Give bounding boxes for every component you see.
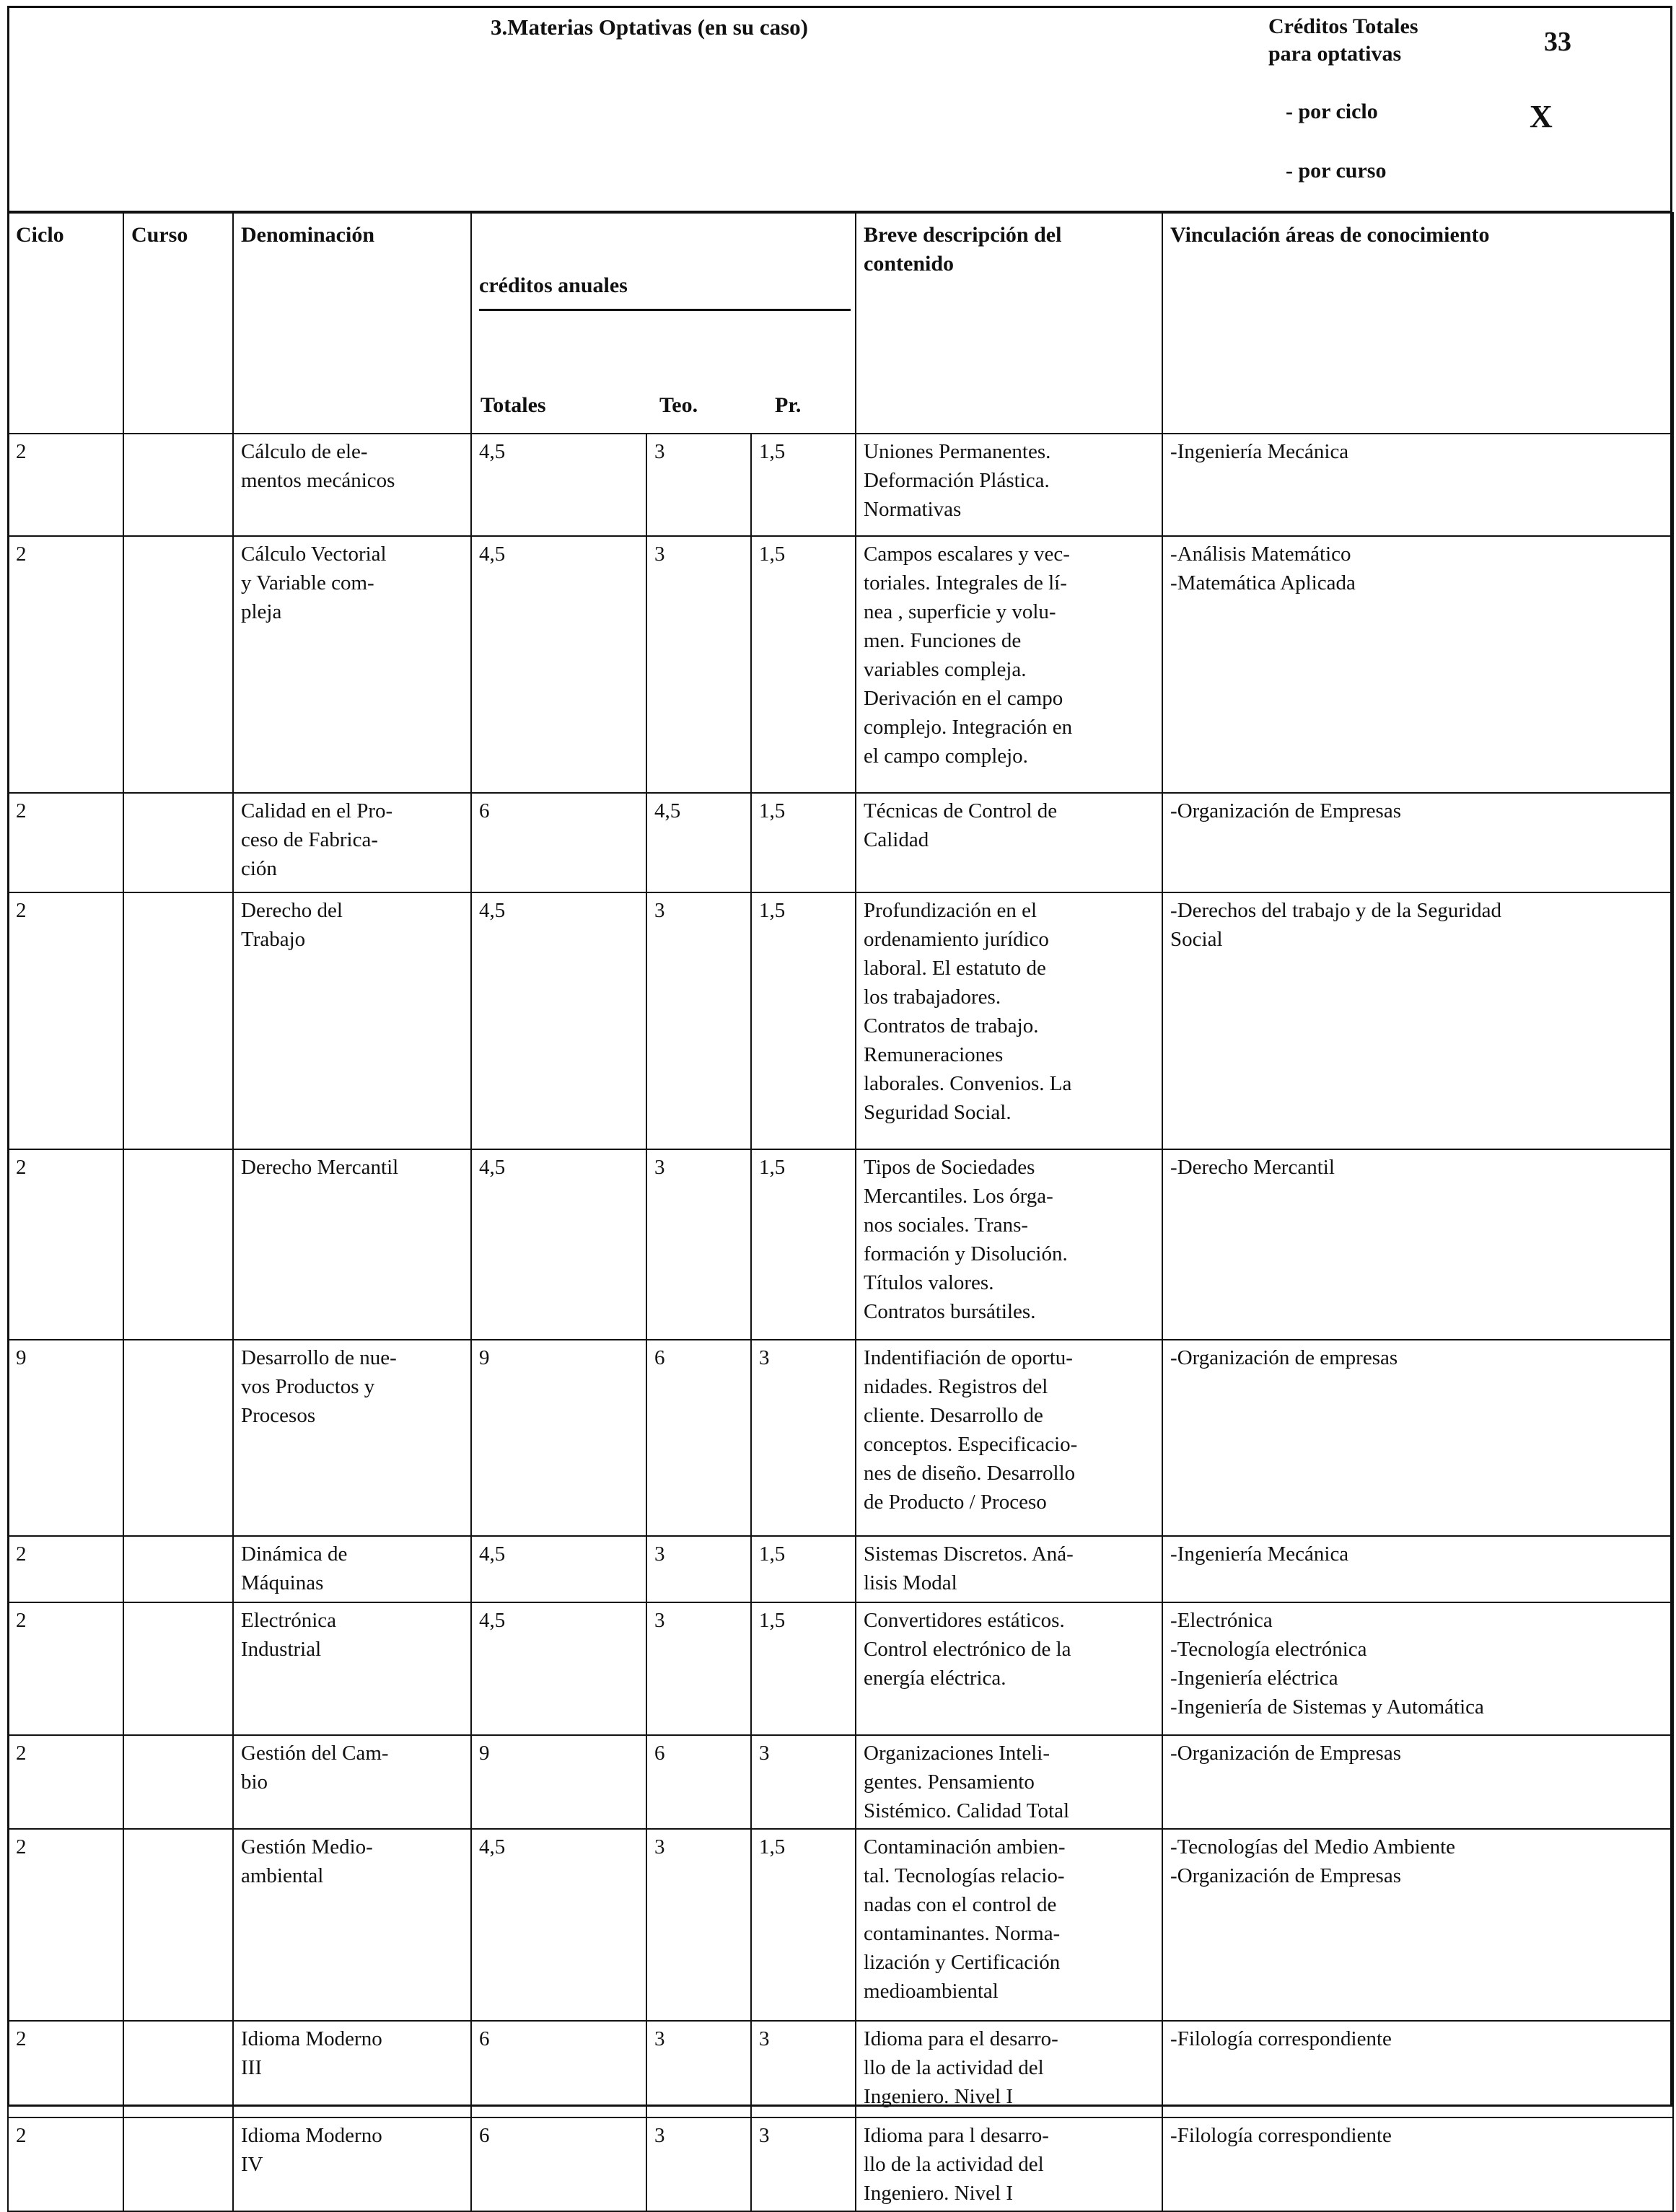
cell-ciclo: 2 xyxy=(8,793,123,892)
cell-curso xyxy=(123,1735,233,1829)
cell-ciclo: 2 xyxy=(8,2021,123,2117)
credits-label-line2: para optativas xyxy=(1268,42,1402,66)
cell-pr: 1,5 xyxy=(751,1829,856,2021)
table-row xyxy=(8,793,1673,892)
cell-vinculacion: -Filología correspondiente xyxy=(1162,2021,1673,2117)
creditos-anuales-label: créditos anuales xyxy=(479,271,851,311)
table-header-row xyxy=(8,213,1673,434)
cell-ciclo: 2 xyxy=(8,1149,123,1340)
table-row xyxy=(8,1149,1673,1340)
cell-vinculacion: -Organización de Empresas xyxy=(1162,793,1673,892)
cell-totales: 4,5 xyxy=(471,434,646,536)
cell-descripcion: Profundización en el ordenamiento jurídico laboral. El estatuto de los trabajadores. Contratos de trabajo. Remuneraciones laborales. Convenios. La Seguridad Social. xyxy=(856,892,1162,1149)
cell-curso xyxy=(123,1829,233,2021)
cell-teo: 3 xyxy=(646,2117,751,2211)
cell-descripcion: Tipos de Sociedades Mercantiles. Los órga- nos sociales. Trans- formación y Disolución. Títulos valores. Contratos bursátiles. xyxy=(856,1149,1162,1340)
cell-denominacion: Calidad en el Pro- ceso de Fabrica- ción xyxy=(233,793,471,892)
cell-descripcion: Idioma para el desarro- llo de la actividad del Ingeniero. Nivel I xyxy=(856,2021,1162,2117)
courses-table xyxy=(7,212,1674,2212)
cell-totales: 4,5 xyxy=(471,1829,646,2021)
cell-denominacion: Cálculo de ele- mentos mecánicos xyxy=(233,434,471,536)
cell-curso xyxy=(123,1340,233,1536)
cell-denominacion: Desarrollo de nue- vos Productos y Procesos xyxy=(233,1340,471,1536)
cell-denominacion: Derecho del Trabajo xyxy=(233,892,471,1149)
cell-totales: 4,5 xyxy=(471,892,646,1149)
per-curso-label: - por curso xyxy=(1286,159,1387,183)
column-header-vinculacion: Vinculación áreas de conocimiento xyxy=(1162,213,1673,434)
cell-totales: 9 xyxy=(471,1735,646,1829)
cell-pr: 1,5 xyxy=(751,1602,856,1735)
column-header-teo: Teo. xyxy=(659,393,698,417)
cell-vinculacion: -Organización de empresas xyxy=(1162,1340,1673,1536)
cell-ciclo: 2 xyxy=(8,1829,123,2021)
cell-totales: 4,5 xyxy=(471,1149,646,1340)
table-row xyxy=(8,1536,1673,1602)
section-title: 3.Materias Optativas (en su caso) xyxy=(491,14,808,40)
cell-pr: 3 xyxy=(751,2021,856,2117)
cell-vinculacion: -Derechos del trabajo y de la Seguridad Social xyxy=(1162,892,1673,1149)
cell-vinculacion: -Filología correspondiente xyxy=(1162,2117,1673,2211)
cell-ciclo: 2 xyxy=(8,434,123,536)
cell-descripcion: Idioma para l desarro- llo de la actividad del Ingeniero. Nivel I xyxy=(856,2117,1162,2211)
cell-denominacion: Gestión Medio- ambiental xyxy=(233,1829,471,2021)
cell-teo: 3 xyxy=(646,1602,751,1735)
table-row xyxy=(8,536,1673,793)
cell-ciclo: 2 xyxy=(8,892,123,1149)
per-ciclo-label: - por ciclo xyxy=(1286,100,1378,123)
cell-denominacion: Idioma Moderno III xyxy=(233,2021,471,2117)
cell-pr: 1,5 xyxy=(751,1536,856,1602)
cell-teo: 3 xyxy=(646,892,751,1149)
cell-descripcion: Convertidores estáticos. Control electrónico de la energía eléctrica. xyxy=(856,1602,1162,1735)
cell-ciclo: 2 xyxy=(8,1536,123,1602)
credits-total-value: 33 xyxy=(1544,27,1571,57)
cell-totales: 4,5 xyxy=(471,1602,646,1735)
cell-denominacion: Idioma Moderno IV xyxy=(233,2117,471,2211)
cell-teo: 6 xyxy=(646,1735,751,1829)
cell-vinculacion: -Electrónica -Tecnología electrónica -Ingeniería eléctrica -Ingeniería de Sistemas y Automática xyxy=(1162,1602,1673,1735)
table-row xyxy=(8,892,1673,1149)
cell-pr: 3 xyxy=(751,2117,856,2211)
cell-descripcion: Técnicas de Control de Calidad xyxy=(856,793,1162,892)
cell-vinculacion: -Ingeniería Mecánica xyxy=(1162,1536,1673,1602)
cell-teo: 3 xyxy=(646,536,751,793)
cell-totales: 4,5 xyxy=(471,536,646,793)
cell-teo: 6 xyxy=(646,1340,751,1536)
cell-totales: 6 xyxy=(471,2021,646,2117)
cell-denominacion: Gestión del Cam- bio xyxy=(233,1735,471,1829)
column-header-curso: Curso xyxy=(123,213,233,434)
cell-totales: 6 xyxy=(471,2117,646,2211)
cell-pr: 1,5 xyxy=(751,793,856,892)
cell-curso xyxy=(123,892,233,1149)
cell-ciclo: 2 xyxy=(8,2117,123,2211)
cell-descripcion: Organizaciones Inteli- gentes. Pensamiento Sistémico. Calidad Total xyxy=(856,1735,1162,1829)
table-row xyxy=(8,1340,1673,1536)
cell-curso xyxy=(123,536,233,793)
cell-totales: 6 xyxy=(471,793,646,892)
column-header-totales: Totales xyxy=(481,393,546,417)
cell-ciclo: 2 xyxy=(8,536,123,793)
cell-curso xyxy=(123,2021,233,2117)
cell-totales: 4,5 xyxy=(471,1536,646,1602)
column-header-creditos xyxy=(471,213,856,434)
table-row xyxy=(8,1735,1673,1829)
cell-vinculacion: -Tecnologías del Medio Ambiente -Organización de Empresas xyxy=(1162,1829,1673,2021)
cell-descripcion: Uniones Permanentes. Deformación Plástica. Normativas xyxy=(856,434,1162,536)
credits-label-line1: Créditos Totales xyxy=(1268,14,1418,38)
cell-descripcion: Contaminación ambien- tal. Tecnologías relacio- nadas con el control de contaminantes. Norma- lización y Certificación medioambiental xyxy=(856,1829,1162,2021)
cell-teo: 4,5 xyxy=(646,793,751,892)
cell-curso xyxy=(123,793,233,892)
table-row xyxy=(8,2021,1673,2117)
cell-pr: 3 xyxy=(751,1735,856,1829)
table-row xyxy=(8,1829,1673,2021)
column-header-pr: Pr. xyxy=(775,393,802,417)
table-row xyxy=(8,1602,1673,1735)
cell-teo: 3 xyxy=(646,1829,751,2021)
cell-denominacion: Cálculo Vectorial y Variable com- pleja xyxy=(233,536,471,793)
column-header-denominacion: Denominación xyxy=(233,213,471,434)
cell-pr: 1,5 xyxy=(751,536,856,793)
cell-descripcion: Indentifiación de oportu- nidades. Registros del cliente. Desarrollo de conceptos. Especificacio- nes de diseño. Desarrollo de Producto / Proceso xyxy=(856,1340,1162,1536)
table-row xyxy=(8,2117,1673,2211)
cell-teo: 3 xyxy=(646,1149,751,1340)
cell-curso xyxy=(123,2117,233,2211)
cell-teo: 3 xyxy=(646,1536,751,1602)
cell-totales: 9 xyxy=(471,1340,646,1536)
cell-denominacion: Electrónica Industrial xyxy=(233,1602,471,1735)
cell-curso xyxy=(123,1536,233,1602)
table-row xyxy=(8,434,1673,536)
cell-vinculacion: -Ingeniería Mecánica xyxy=(1162,434,1673,536)
cell-ciclo: 2 xyxy=(8,1602,123,1735)
cell-curso xyxy=(123,434,233,536)
cell-pr: 1,5 xyxy=(751,892,856,1149)
cell-pr: 3 xyxy=(751,1340,856,1536)
cell-denominacion: Derecho Mercantil xyxy=(233,1149,471,1340)
cell-descripcion: Campos escalares y vec- toriales. Integrales de lí- nea , superficie y volu- men. Funciones de variables compleja. Derivación en el campo complejo. Integración en el campo complejo. xyxy=(856,536,1162,793)
cell-denominacion: Dinámica de Máquinas xyxy=(233,1536,471,1602)
cell-vinculacion: -Análisis Matemático -Matemática Aplicada xyxy=(1162,536,1673,793)
cell-ciclo: 9 xyxy=(8,1340,123,1536)
cell-curso xyxy=(123,1149,233,1340)
per-ciclo-mark: X xyxy=(1530,99,1553,134)
column-header-ciclo: Ciclo xyxy=(8,213,123,434)
cell-teo: 3 xyxy=(646,434,751,536)
cell-pr: 1,5 xyxy=(751,1149,856,1340)
cell-ciclo: 2 xyxy=(8,1735,123,1829)
cell-vinculacion: -Derecho Mercantil xyxy=(1162,1149,1673,1340)
credits-total-label xyxy=(1268,13,1418,68)
cell-vinculacion: -Organización de Empresas xyxy=(1162,1735,1673,1829)
cell-curso xyxy=(123,1602,233,1735)
cell-teo: 3 xyxy=(646,2021,751,2117)
column-header-descripcion: Breve descripción del contenido xyxy=(856,213,1162,434)
cell-pr: 1,5 xyxy=(751,434,856,536)
table-body xyxy=(8,434,1673,2211)
cell-descripcion: Sistemas Discretos. Aná- lisis Modal xyxy=(856,1536,1162,1602)
